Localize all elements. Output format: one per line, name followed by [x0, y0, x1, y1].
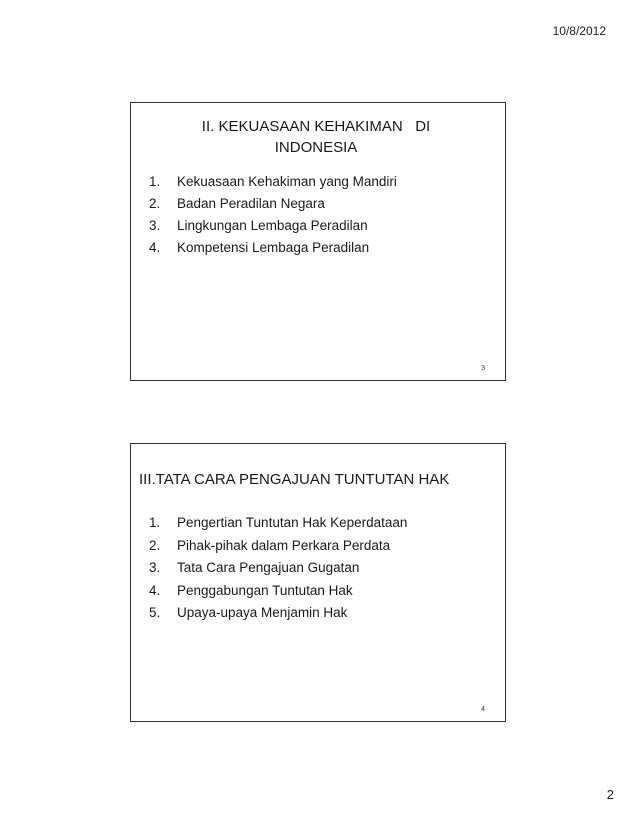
list-item-number: 5. — [149, 605, 161, 620]
list-item-text: Pihak-pihak dalam Perkara Perdata — [177, 537, 391, 553]
list-item — [149, 512, 407, 535]
list-item-text: Penggabungan Tuntutan Hak — [177, 582, 353, 598]
list-item-text: Kompetensi Lembaga Peradilan — [177, 240, 370, 255]
slide-4 — [130, 443, 506, 722]
list-item-number: 4. — [149, 582, 161, 598]
list-item-number: 3. — [149, 218, 161, 233]
list-item-text: Tata Cara Pengajuan Gugatan — [177, 560, 360, 575]
list-item-number: 1. — [149, 515, 161, 530]
slide-title: III.TATA CARA PENGAJUAN TUNTUTAN HAK — [139, 471, 450, 488]
page-number: 2 — [606, 787, 614, 802]
list-item-number: 3. — [149, 560, 161, 575]
topic-list — [149, 171, 397, 259]
list-item — [149, 557, 407, 580]
list-item — [149, 602, 407, 625]
list-item-text: Badan Peradilan Negara — [177, 196, 325, 211]
list-item-text: Pengertian Tuntutan Hak Keperdataan — [177, 515, 408, 530]
slide-number: 3 — [481, 365, 485, 372]
list-item-number: 2. — [149, 196, 161, 211]
list-item — [149, 237, 397, 259]
slide-3 — [130, 102, 506, 381]
list-item — [149, 215, 397, 237]
list-item-number: 4. — [149, 240, 161, 255]
list-item — [149, 535, 407, 558]
slide-number: 4 — [481, 706, 485, 713]
print-date: 10/8/2012 — [552, 24, 606, 38]
slide-title — [171, 116, 461, 158]
list-item-number: 2. — [149, 537, 161, 553]
topic-list — [149, 512, 407, 625]
list-item — [149, 171, 397, 193]
slide-title-line-2: INDONESIA — [274, 139, 358, 156]
list-item — [149, 580, 407, 603]
list-item — [149, 193, 397, 215]
list-item-text: Lingkungan Lembaga Peradilan — [177, 218, 368, 233]
list-item-number: 1. — [149, 174, 161, 189]
list-item-text: Upaya-upaya Menjamin Hak — [177, 605, 348, 620]
slide-title-line-1: II. KEKUASAAN KEHAKIMAN DI — [201, 118, 431, 135]
list-item-text: Kekuasaan Kehakiman yang Mandiri — [177, 174, 397, 189]
